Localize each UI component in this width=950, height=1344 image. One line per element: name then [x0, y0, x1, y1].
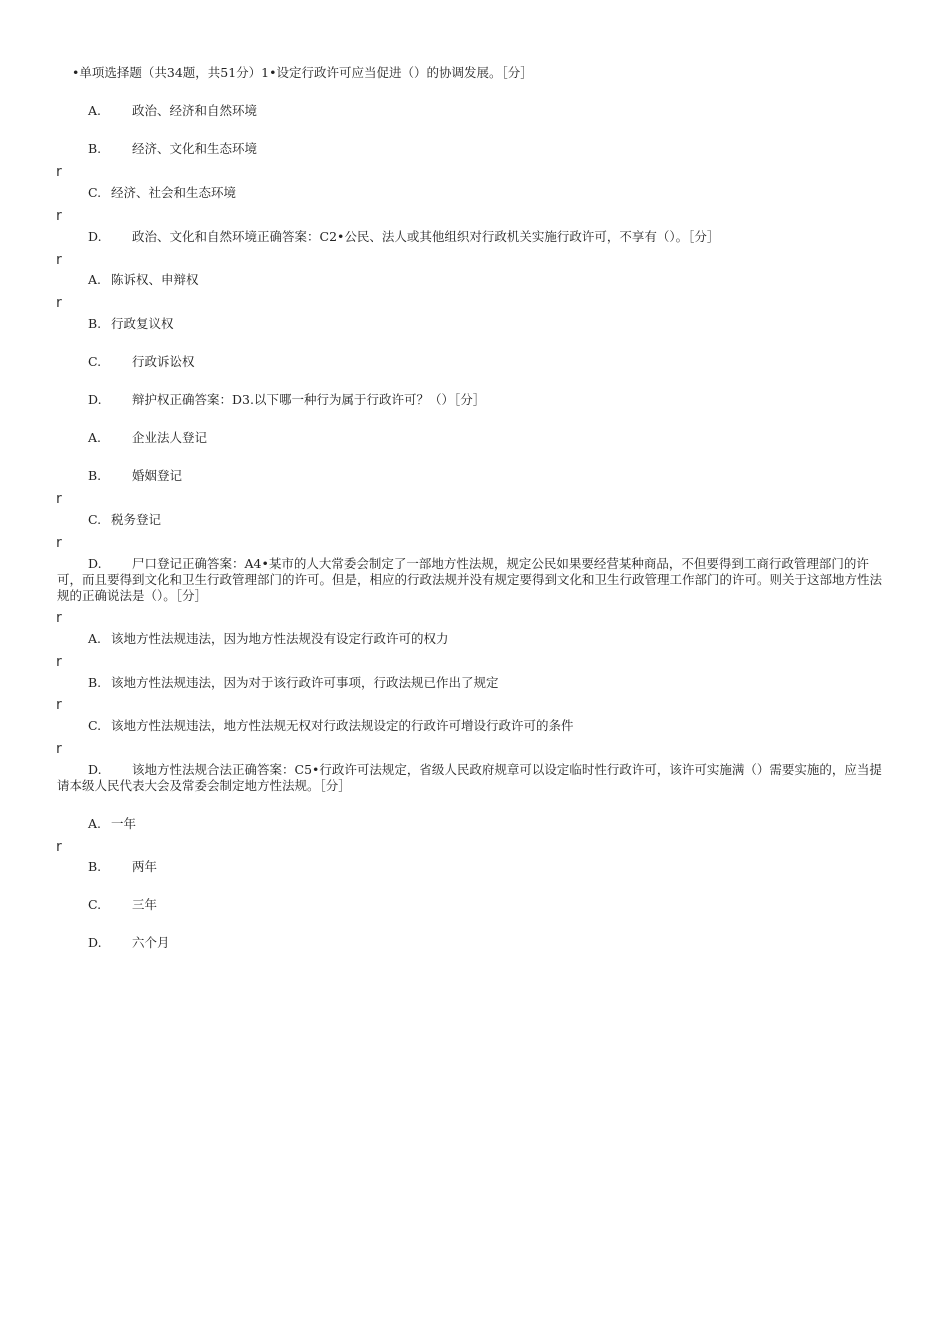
radio-button-icon[interactable]: r	[56, 295, 62, 311]
option-text: 政治、文化和自然环境正确答案：C2•公民、法人或其他组织对行政机关实施行政许可，不享有（）。［分］	[132, 229, 720, 244]
option-text: 行政诉讼权	[132, 354, 195, 369]
q5-option-c	[88, 897, 892, 913]
option-label: A.	[88, 430, 102, 445]
option-label: C.	[88, 512, 102, 527]
q4-option-a	[88, 631, 892, 647]
option-label: B.	[88, 316, 102, 331]
q3-option-c	[88, 512, 892, 528]
option-text: 三年	[132, 897, 158, 912]
option-text: 六个月	[132, 935, 170, 950]
q3-option-a	[88, 430, 892, 446]
q1-option-d	[88, 229, 892, 245]
q2-option-c	[88, 354, 892, 370]
option-text: 婚姻登记	[132, 468, 183, 483]
section-header: •单项选择题（共34题，共51分）1•设定行政许可应当促进（）的协调发展。［分］	[72, 65, 533, 80]
option-label: B.	[88, 468, 102, 483]
radio-button-icon[interactable]: r	[56, 491, 62, 507]
q4-option-b	[88, 675, 892, 691]
q3-option-d	[57, 556, 892, 604]
option-text: 税务登记	[111, 512, 162, 527]
option-text: 尸口登记正确答案：A4•某市的人大常委会制定了一部地方性法规，规定公民如果要经营某种商品，不但要得到工商行政管理部门的许可，而且要得到文化和卫生行政管理部门的许可。但是，相应的行政法规并没有规定要得到文化和卫生行政管理工作部门的许可。则关于这部地方性法规的正确说法是（）。［分］	[57, 556, 883, 603]
q2-option-b	[88, 316, 892, 332]
option-text: 经济、社会和生态环境	[111, 185, 237, 200]
option-text: 该地方性法规违法，地方性法规无权对行政法规设定的行政许可增设行政许可的条件	[111, 718, 574, 733]
option-label: B.	[88, 675, 102, 690]
option-text: 企业法人登记	[132, 430, 208, 445]
option-label: D.	[88, 392, 102, 407]
option-label: A.	[88, 103, 102, 118]
q5-option-d	[88, 935, 892, 951]
q5-option-a	[88, 816, 892, 832]
option-label: C.	[88, 718, 102, 733]
radio-button-icon[interactable]: r	[56, 208, 62, 224]
option-label: D.	[88, 556, 102, 571]
option-label: C.	[88, 897, 102, 912]
q1-option-c	[88, 185, 892, 201]
q2-option-d	[88, 392, 892, 408]
q3-option-b	[88, 468, 892, 484]
option-text: 经济、文化和生态环境	[132, 141, 258, 156]
option-label: A.	[88, 272, 102, 287]
q4-option-d	[57, 762, 892, 794]
radio-button-icon[interactable]: r	[56, 535, 62, 551]
option-label: C.	[88, 185, 102, 200]
option-text: 辩护权正确答案：D3.以下哪一种行为属于行政许可？（）［分］	[132, 392, 486, 407]
option-text: 陈诉权、申辩权	[111, 272, 199, 287]
option-label: A.	[88, 631, 102, 646]
radio-button-icon[interactable]: r	[56, 610, 62, 626]
radio-button-icon[interactable]: r	[56, 252, 62, 268]
option-label: B.	[88, 859, 102, 874]
option-label: A.	[88, 816, 102, 831]
radio-button-icon[interactable]: r	[56, 839, 62, 855]
radio-button-icon[interactable]: r	[56, 164, 62, 180]
q2-option-a	[88, 272, 892, 288]
option-text: 行政复议权	[111, 316, 174, 331]
option-label: D.	[88, 229, 102, 244]
option-label: C.	[88, 354, 102, 369]
radio-button-icon[interactable]: r	[56, 654, 62, 670]
option-text: 该地方性法规合法正确答案：C5•行政许可法规定，省级人民政府规章可以设定临时性行政许可，该许可实施满（）需要实施的，应当提请本级人民代表大会及常委会制定地方性法规。［分］	[57, 762, 882, 793]
q1-option-a	[88, 103, 892, 119]
radio-button-icon[interactable]: r	[56, 741, 62, 757]
option-text: 该地方性法规违法，因为对于该行政许可事项，行政法规已作出了规定	[111, 675, 499, 690]
option-text: 政治、经济和自然环境	[132, 103, 258, 118]
option-label: D.	[88, 762, 102, 777]
option-text: 该地方性法规违法，因为地方性法规没有设定行政许可的权力	[111, 631, 449, 646]
option-text: 一年	[111, 816, 137, 831]
option-label: D.	[88, 935, 102, 950]
option-text: 两年	[132, 859, 158, 874]
q5-option-b	[88, 859, 892, 875]
radio-button-icon[interactable]: r	[56, 697, 62, 713]
q4-option-c	[88, 718, 892, 734]
option-label: B.	[88, 141, 102, 156]
q1-option-b	[88, 141, 892, 157]
